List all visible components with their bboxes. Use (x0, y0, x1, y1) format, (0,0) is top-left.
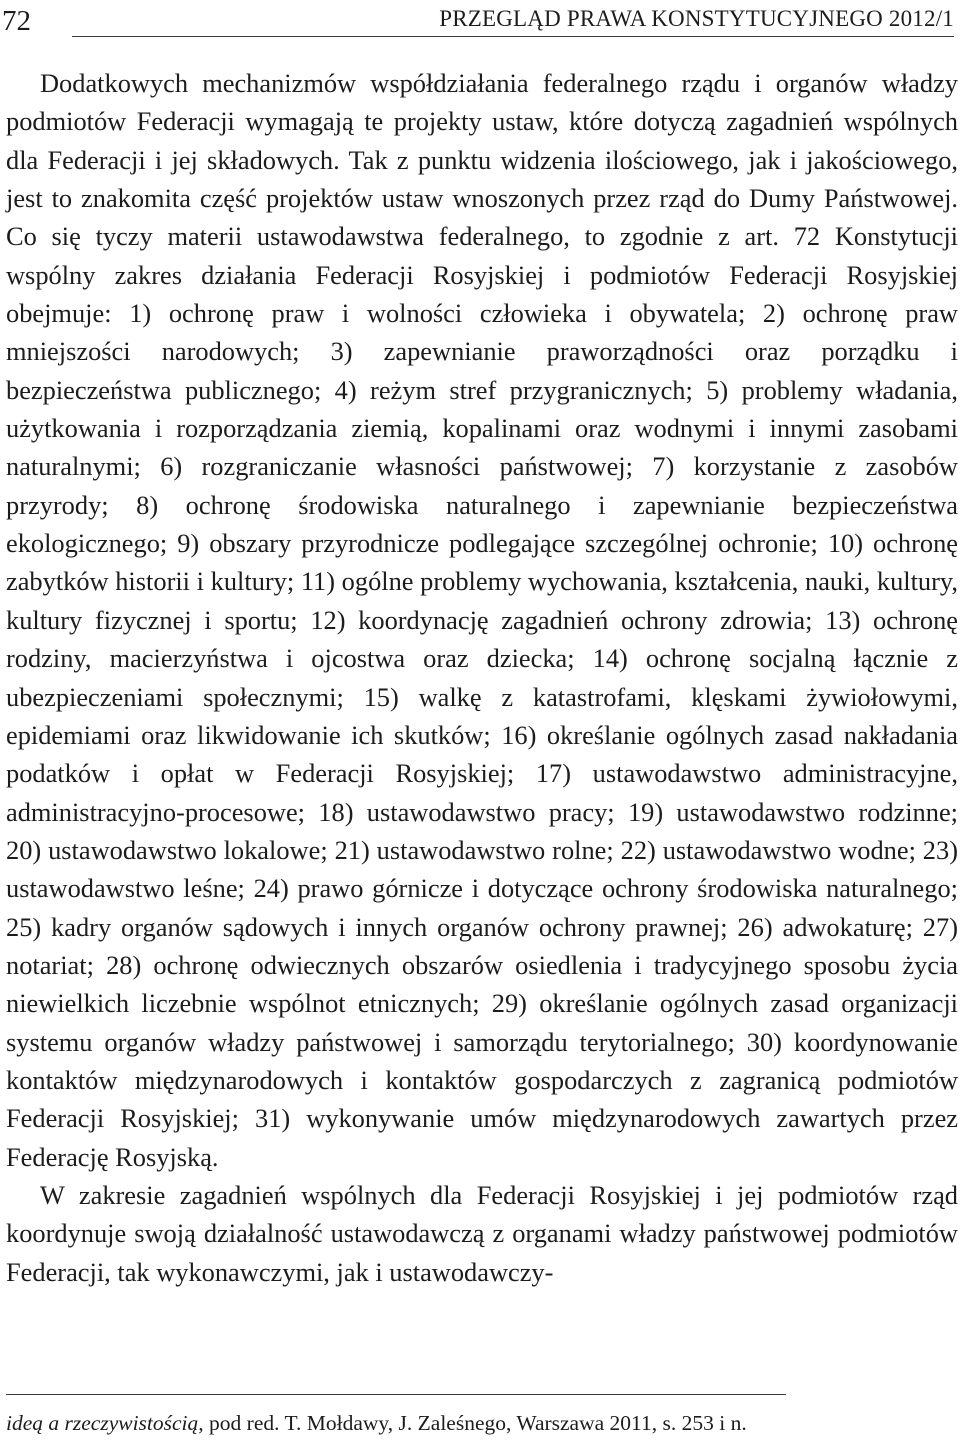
main-text (6, 64, 958, 1291)
running-title: PRZEGLĄD PRAWA KONSTYTUCYJNEGO 2012/1 (439, 6, 954, 31)
page-number: 72 (2, 5, 31, 37)
footnote-italic-title: ideą a rzeczywistością, (6, 1411, 204, 1435)
footnote-divider (6, 1394, 786, 1395)
footnote (6, 1408, 747, 1438)
footnote-citation: pod red. T. Mołdawy, J. Zaleśnego, Warszawa 2011, s. 253 i n. (203, 1411, 747, 1435)
paragraph-2: W zakresie zagadnień wspólnych dla Federacji Rosyjskiej i jej podmiotów rząd koordynuje swoją działalność ustawodawczą z organami władzy państwowej podmiotów Federacji, tak wykonawczymi, jak i ustawodawczy- (6, 1179, 958, 1287)
paragraph-1: Dodatkowych mechanizmów współdziałania federalnego rządu i organów władzy podmiotów Federacji wymagają te projekty ustaw, które dotyczą zagadnień wspólnych dla Federacji i jej składowych. Tak z punktu widzenia ilościowego, jak i jakościowego, jest to znakomita część projektów ustaw wnoszonych przez rząd do Dumy Państwowej. Co się tyczy materii ustawodawstwa federalnego, to zgodnie z art. 72 Konstytucji wspólny zakres działania Federacji Rosyjskiej i podmiotów Federacji Rosyjskiej obejmuje: 1) ochronę praw i wolności człowieka i obywatela; 2) ochronę praw mniejszości narodowych; 3) zapewnianie praworządności oraz porządku i bezpieczeństwa publicznego; 4) reżym stref przygranicznych; 5) problemy władania, użytkowania i rozporządzania ziemią, kopalinami oraz wodnymi i innymi zasobami naturalnymi; 6) rozgraniczanie własności państwowej; 7) korzystanie z zasobów przyrody; 8) ochronę środowiska naturalnego i zapewnianie bezpieczeństwa ekologicznego; 9) obszary przyrodnicze podlegające szczególnej ochronie; 10) ochronę zabytków historii i kultury; 11) ogólne problemy wychowania, kształcenia, nauki, kultury, kultury fizycznej i sportu; 12) koordynację zagadnień ochrony zdrowia; 13) ochronę rodziny, macierzyństwa i ojcostwa oraz dziecka; 14) ochronę socjalną łącznie z ubezpieczeniami społecznymi; 15) walkę z katastrofami, klęskami żywiołowymi, epidemiami oraz likwidowanie ich skutków; 16) określanie ogólnych zasad nakładania podatków i opłat w Federacji Rosyjskiej; 17) ustawodawstwo administracyjne, administracyjno-procesowe; 18) ustawodawstwo pracy; 19) ustawodawstwo rodzinne; 20) ustawodawstwo lokalowe; 21) ustawodawstwo rolne; 22) ustawodawstwo wodne; 23) ustawodawstwo leśne; 24) prawo górnicze i dotyczące ochrony środowiska naturalnego; 25) kadry organów sądowych i innych organów ochrony prawnej; 26) adwokaturę; 27) notariat; 28) ochronę odwiecznych obszarów osiedlenia i tradycyjnego sposobu życia niewielkich liczebnie wspólnot etnicznych; 29) określanie ogólnych zasad organizacji systemu organów władzy państwowej i samorządu terytorialnego; 30) koordynowanie kontaktów międzynarodowych i kontaktów gospodarczych z zagranicą podmiotów Federacji Rosyjskiej; 31) wykonywanie umów międzynarodowych zawartych przez Federację Rosyjską. (6, 68, 958, 1172)
header-divider (72, 36, 954, 37)
